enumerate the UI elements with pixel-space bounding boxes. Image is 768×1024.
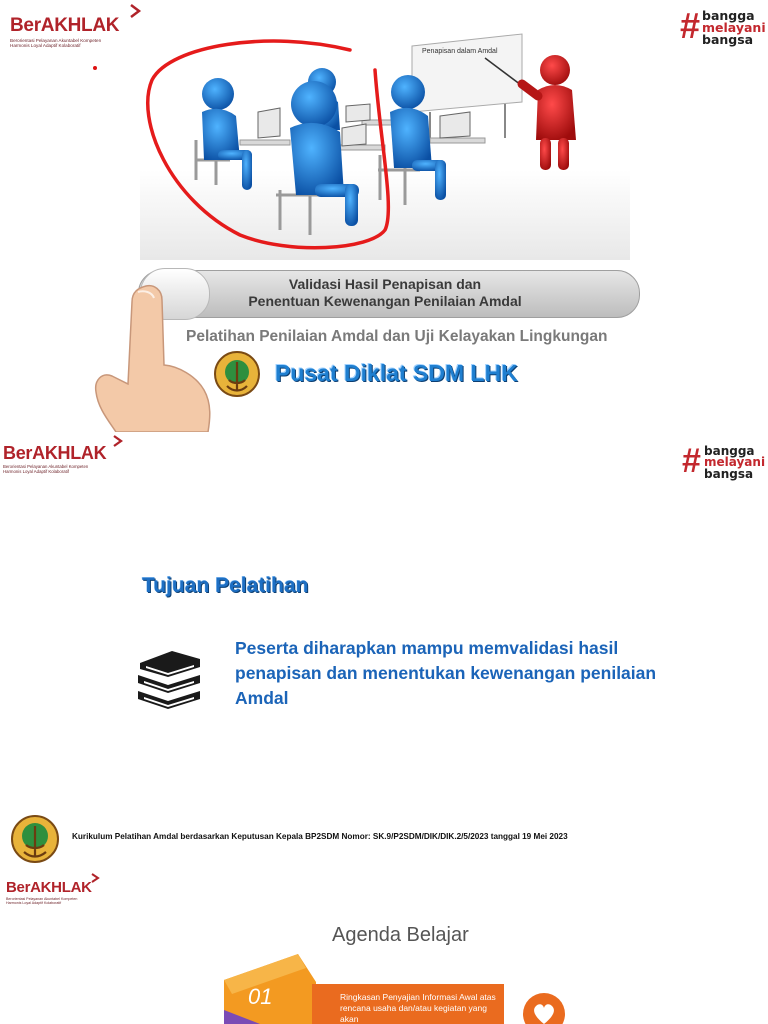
klhk-emblem-icon (10, 814, 60, 864)
klhk-emblem-icon (213, 350, 261, 398)
bangsa-line: bangsa (702, 31, 754, 47)
books-icon (134, 645, 204, 711)
curriculum-footnote: Kurikulum Pelatihan Amdal berdasarkan Keputusan Kepala BP2SDM Nomor: SK.9/P2SDM/DIK/DIK.2/5/2023 tanggal 19 Mei 2023 (72, 832, 568, 841)
berakhlak-wordmark: BerAKHLAK (10, 15, 120, 36)
bangga-melayani-bangsa-logo (682, 444, 766, 482)
red-dot (93, 66, 97, 70)
berakhlak-logo (6, 880, 106, 908)
berakhlak-wordmark: BerAKHLAK (3, 443, 107, 463)
agenda-item-text: Ringkasan Penyajian Informasi Awal atas rencana usaha dan/atau kegiatan yang akan (340, 992, 496, 1024)
melayani-line: melayani (702, 19, 766, 35)
berakhlak-tagline: Harmonis Loyal Adaptif Kolaboratif (10, 43, 81, 49)
slide-title (215, 276, 555, 310)
objective-text: Peserta diharapkan mampu memvalidasi hasil penapisan dan menentukan kewenangan penilaian Amdal (235, 638, 657, 708)
hashtag-icon: # (680, 5, 701, 46)
bangsa-line: bangsa (704, 466, 754, 481)
slide-objectives (0, 432, 768, 864)
whiteboard-label: Penapisan dalam Amdal (422, 48, 498, 55)
bangga-line: bangga (704, 444, 755, 458)
berakhlak-tagline: Harmonis Loyal Adaptif Kolaboratif (3, 468, 69, 474)
organizer-name: Pusat Diklat SDM LHK (275, 360, 518, 386)
berakhlak-logo (3, 444, 123, 478)
berakhlak-tagline: Berorientasi Pelayanan Akuntabel Kompeten (10, 38, 102, 43)
chevron-icon (128, 3, 142, 19)
bangga-melayani-bangsa-logo (680, 5, 766, 48)
berakhlak-wordmark: BerAKHLAK (6, 879, 92, 896)
presenter-figure (522, 55, 576, 170)
berakhlak-tagline: Berorientasi Pelayanan Akuntabel Kompeten (6, 897, 78, 901)
title-line: Validasi Hasil Penapisan dan (288, 276, 482, 292)
slide-agenda (0, 864, 768, 1024)
chevron-icon (90, 872, 100, 884)
course-subtitle: Pelatihan Penilaian Amdal dan Uji Kelayakan Lingkungan (186, 328, 608, 345)
melayani-line: melayani (704, 455, 766, 470)
berakhlak-logo (10, 16, 150, 56)
chevron-icon (111, 434, 123, 448)
heart-icon (522, 992, 566, 1024)
section-title: Tujuan Pelatihan (142, 574, 309, 597)
agenda-title: Agenda Belajar (332, 924, 469, 946)
slide-cover (0, 0, 768, 432)
bangga-line: bangga (702, 8, 755, 23)
berakhlak-tagline: Berorientasi Pelayanan Akuntabel Kompeten (3, 464, 89, 469)
training-illustration (130, 20, 630, 270)
title-line: Penentuan Kewenangan Penilaian Amdal (248, 293, 522, 309)
pointing-finger-icon (88, 280, 218, 432)
hashtag-icon: # (682, 442, 701, 480)
berakhlak-tagline: Harmonis Loyal Adaptif Kolaboratif (6, 901, 62, 906)
agenda-item-number: 01 (248, 984, 273, 1009)
